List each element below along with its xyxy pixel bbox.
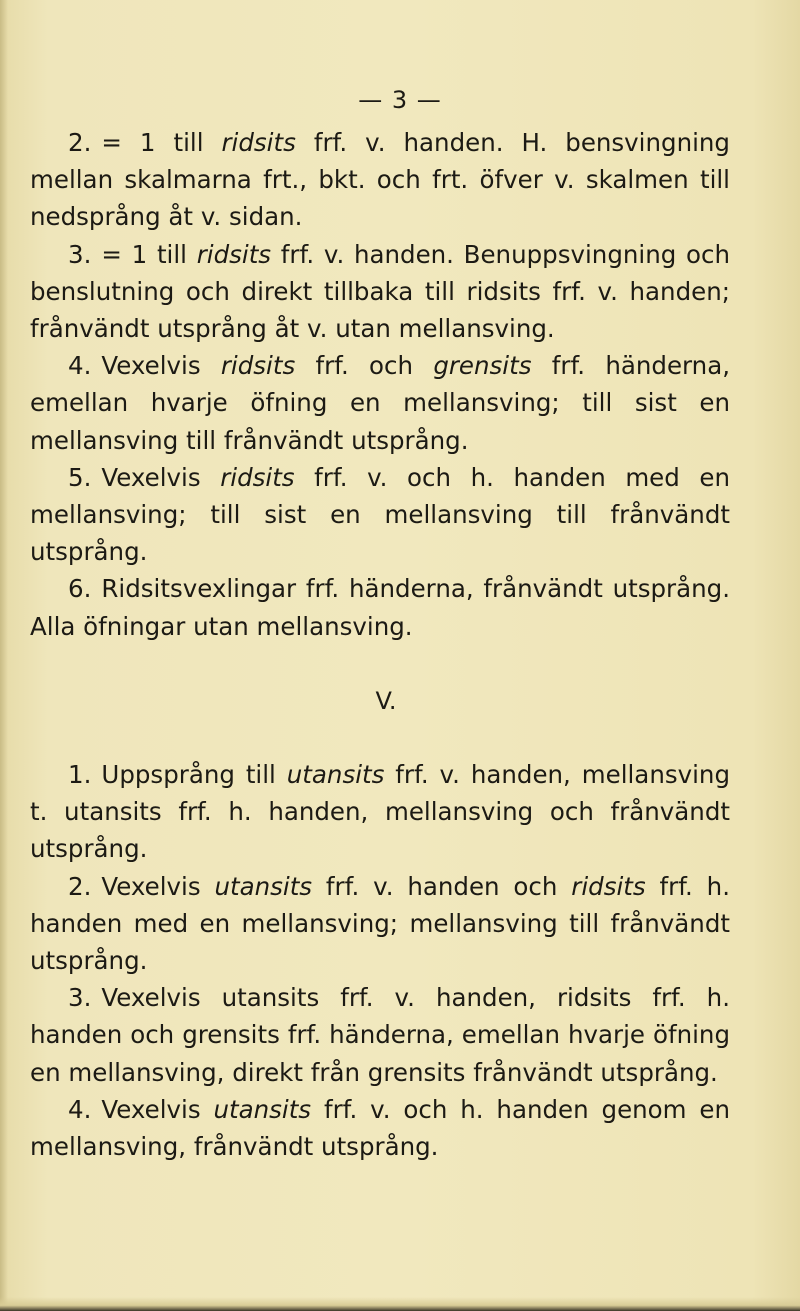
exercise-item [30, 236, 730, 348]
exercise-item [30, 756, 730, 868]
item-number: 2. [68, 871, 92, 901]
item-text-2: frf. händerna, emellan hvarje öfning en mellansving; till sist en mellansving till frånvändt utsprång. [30, 351, 730, 455]
item-number: 5. [68, 462, 92, 492]
item-lead: Vexelvis [101, 351, 221, 381]
item-number: 3. [68, 983, 92, 1013]
exercise-item [30, 979, 730, 1091]
item-number: 4. [68, 351, 92, 381]
item-text: frf. v. och h. handen med en mellansving; till sist en mellansving till frånvändt utsprång. [30, 462, 730, 567]
item-lead: Ridsitsvexlingar frf. händerna, frånvändt utsprång. Alla öfningar utan mellansving. [30, 574, 730, 641]
item-text: frf. v. handen. H. bensvingning mellan skalmarna frt., bkt. och frt. öfver v. skalmen till nedsprång åt v. sidan. [30, 128, 730, 232]
item-lead: Vexelvis utansits frf. v. handen, ridsits frf. h. handen och grensits frf. händerna, emellan hvarje öfning en mellansving, direkt från grensits frånvändt utsprång. [30, 983, 730, 1087]
item-text: frf. v. handen, mellansving t. utansits frf. h. handen, mellansving och frånvändt utsprång. [30, 760, 730, 864]
item-number: 6. [68, 574, 92, 604]
exercise-item [30, 1091, 730, 1165]
item-lead: Vexelvis [101, 462, 221, 492]
item-lead: Uppsprång till [101, 760, 287, 790]
item-text: frf. v. handen. Benuppsvingning och benslutning och direkt tillbaka till ridsits frf. v. handen; frånvändt utsprång åt v. utan mellansving. [30, 239, 730, 344]
item-lead: = 1 till [101, 239, 197, 269]
page-number: — 3 — [358, 86, 442, 114]
item-text: frf. v. och h. handen genom en mellansving, frånvändt utsprång. [30, 1094, 730, 1162]
exercise-item [30, 570, 730, 644]
item-italic-2: ridsits [571, 871, 646, 901]
item-italic: utansits [213, 1094, 312, 1124]
page-bottom-edge [0, 1297, 800, 1311]
item-italic: ridsits [220, 462, 295, 492]
item-number: 1. [68, 760, 92, 790]
item-italic: ridsits [196, 239, 272, 269]
item-number: 4. [68, 1094, 92, 1124]
item-italic: ridsits [221, 128, 296, 157]
item-italic: ridsits [220, 351, 296, 381]
exercise-item [30, 347, 730, 459]
section-heading: V. [375, 686, 397, 715]
item-lead: Vexelvis [101, 871, 215, 901]
item-lead: = 1 till [101, 128, 222, 157]
item-lead: Vexelvis [101, 1094, 214, 1124]
item-number: 3. [68, 239, 92, 269]
exercise-item [30, 459, 730, 571]
item-italic: utansits [214, 871, 313, 901]
body-text [30, 124, 730, 1165]
item-text: frf. och [295, 351, 434, 381]
exercise-item [30, 124, 730, 236]
item-italic: utansits [286, 760, 385, 790]
item-text-2: frf. h. handen med en mellansving; mellansving till frånvändt utsprång. [30, 871, 730, 976]
page-left-edge [0, 0, 8, 1311]
item-italic-2: grensits [433, 351, 532, 381]
item-number: 2. [68, 128, 92, 157]
item-text: frf. v. handen och [312, 871, 572, 901]
exercise-item [30, 868, 730, 980]
